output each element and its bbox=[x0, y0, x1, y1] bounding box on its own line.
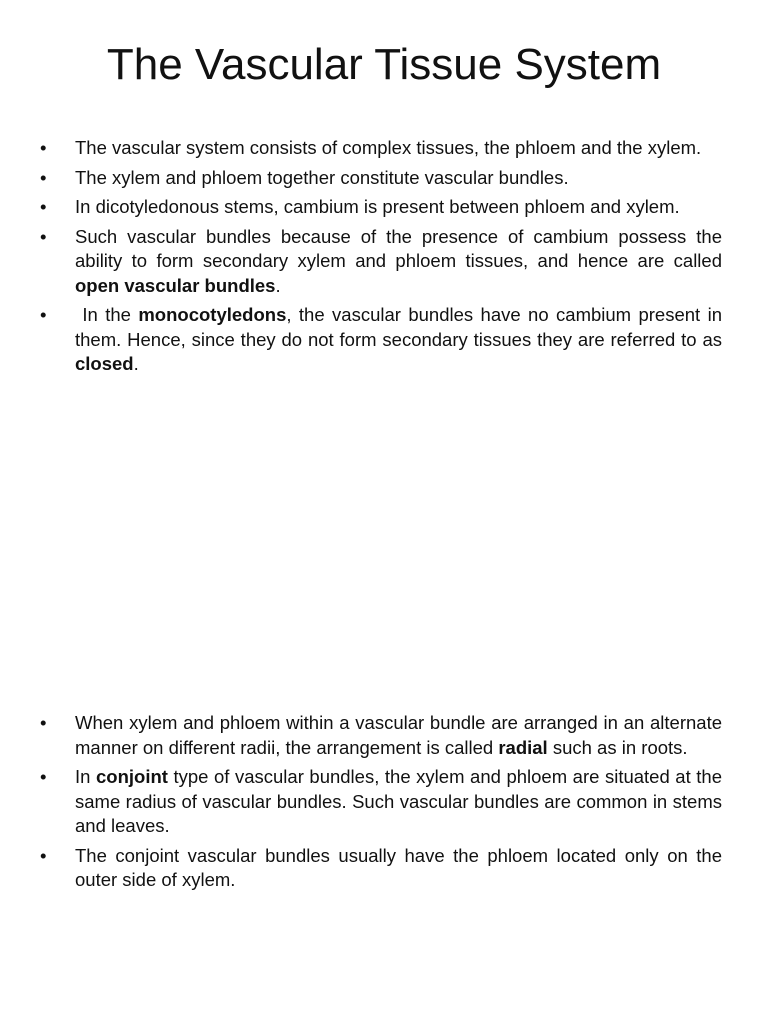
bold-term: monocotyledons bbox=[138, 304, 287, 325]
bullet-marker: • bbox=[40, 196, 47, 217]
bold-term: closed bbox=[75, 353, 134, 374]
bullet-text: The xylem and phloem together constitute vascular bundles. bbox=[75, 166, 569, 188]
bullet-item bbox=[40, 166, 722, 191]
bullet-item bbox=[40, 303, 722, 377]
bullet-item bbox=[40, 844, 722, 893]
bullet-text: such as in roots. bbox=[547, 736, 688, 758]
bullet-marker: • bbox=[40, 225, 47, 247]
top-bullet-list bbox=[40, 136, 722, 382]
bold-term: open vascular bundles bbox=[75, 274, 276, 296]
bullet-text: . bbox=[275, 274, 281, 296]
bullet-marker: • bbox=[40, 712, 47, 733]
bullet-marker: • bbox=[40, 137, 47, 158]
bullet-text: , the vascular bundles have no cambium present in them. Hence, since they do not form secondary tissues they are referred to as bbox=[75, 304, 722, 350]
bullet-text: Such vascular bundles because of the presence of cambium possess the ability to form secondary xylem and phloem tissues, and hence are called bbox=[75, 225, 722, 271]
bottom-bullet-list bbox=[40, 711, 722, 898]
bullet-item bbox=[40, 711, 722, 760]
bullet-marker: • bbox=[40, 844, 47, 866]
bullet-text: In bbox=[75, 766, 96, 787]
bullet-item bbox=[40, 136, 722, 161]
bullet-text: type of vascular bundles, the xylem and phloem are situated at the same radius of vascular bundles. Such vascular bundles are common in stems and leaves. bbox=[75, 766, 722, 836]
bullet-marker: • bbox=[40, 166, 47, 188]
bullet-marker: • bbox=[40, 766, 47, 787]
bullet-marker: • bbox=[40, 304, 47, 325]
bold-term: conjoint bbox=[95, 766, 168, 787]
bullet-text: In the bbox=[75, 304, 139, 325]
bold-term: radial bbox=[498, 736, 548, 758]
bullet-item bbox=[40, 225, 722, 299]
slide-title: The Vascular Tissue System bbox=[106, 40, 662, 89]
bullet-item bbox=[40, 195, 722, 220]
bullet-text: When xylem and phloem within a vascular bundle are arranged in an alternate manner on different radii, the arrangement is called bbox=[75, 712, 722, 758]
bullet-text: In dicotyledonous stems, cambium is present between phloem and xylem. bbox=[75, 196, 680, 217]
bullet-text: . bbox=[133, 353, 139, 374]
bullet-text: The vascular system consists of complex tissues, the phloem and the xylem. bbox=[75, 137, 702, 158]
bullet-item bbox=[40, 765, 722, 839]
bullet-text: The conjoint vascular bundles usually have the phloem located only on the outer side of xylem. bbox=[75, 844, 722, 890]
